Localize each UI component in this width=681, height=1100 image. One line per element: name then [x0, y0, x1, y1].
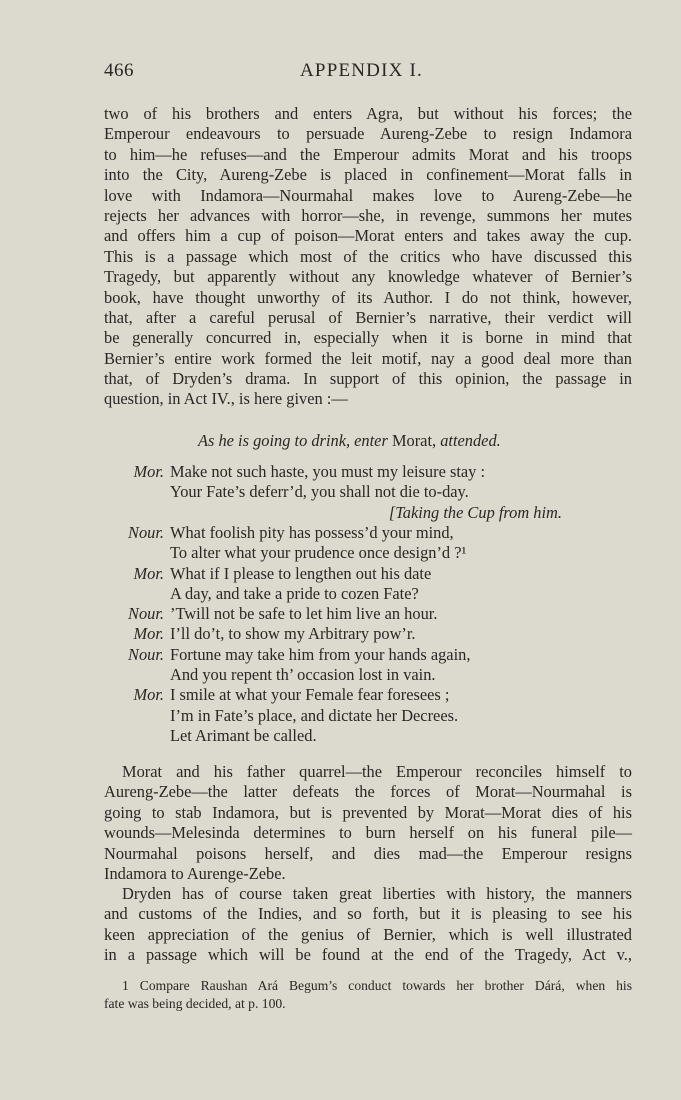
text-line: going to stab Indamora, but is prevented by Morat—Morat dies of his — [104, 802, 632, 822]
text-line: that, of Dryden’s drama. In support of this opinion, the passage in — [104, 369, 632, 389]
text-line: in a passage which will be found at the end of the Tragedy, Act v., — [104, 945, 632, 965]
text-line: wounds—Melesinda determines to burn herself on his funeral pile— — [104, 823, 632, 843]
text-line: into the City, Aureng-Zebe is placed in confinement—Morat falls in — [104, 165, 632, 185]
speaker-name: Mor. — [133, 462, 164, 481]
verse-text: Make not such haste, you must my leisure stay : — [170, 462, 486, 481]
text-line: question, in Act IV., is here given :— — [104, 389, 348, 409]
verse-text: Fortune may take him from your hands again, — [170, 644, 471, 664]
verse-text: I smile at what your Female fear foresees ; — [170, 685, 450, 705]
text-line: and customs of the Indies, and so forth, but it is pleasing to see his — [104, 904, 632, 924]
stage-direction-name: Morat, — [391, 431, 437, 450]
footnote-text: Compare Raushan Ará Begum’s conduct towards her brother Dárá, when his — [139, 978, 632, 993]
verse-text: ’Twill not be safe to let him live an hour. — [170, 604, 438, 624]
verse-text: A day, and take a pride to cozen Fate? — [170, 583, 419, 603]
speaker-name: Mor. — [133, 563, 164, 583]
speaker-name: Mor. — [133, 624, 164, 644]
text-line: rejects her advances with horror—she, in revenge, summons her mutes — [104, 205, 632, 225]
page-number: 466 — [104, 60, 134, 81]
text-line: and offers him a cup of poison—Morat enters and takes away the cup. — [104, 226, 632, 246]
verse-text: To alter what your prudence once design’d ?¹ — [170, 543, 467, 563]
verse-stage-direction-text: [Taking the Cup from him. — [388, 502, 562, 522]
verse-text: I’m in Fate’s place, and dictate her Decrees. — [170, 705, 459, 725]
text-line: be generally concurred in, especially when it is borne in mind that — [104, 328, 632, 348]
verse-text: Your Fate’s deferr’d, you shall not die to-day. — [170, 482, 469, 502]
footnote-line: fate was being decided, at p. 100. — [104, 996, 286, 1011]
verse-line — [104, 685, 632, 705]
speaker-name: Nour. — [128, 644, 164, 664]
text-line: Morat and his father quarrel—the Emperour reconciles himself to — [122, 762, 632, 781]
stage-direction-italic: attended. — [440, 431, 501, 450]
verse-line — [104, 665, 632, 685]
verse-stage-direction — [389, 503, 562, 523]
paragraph-plot — [104, 762, 632, 884]
verse-line — [104, 462, 632, 482]
footnote-line — [104, 977, 632, 995]
text-line: keen appreciation of the genius of Bernier, which is well illustrated — [104, 924, 632, 944]
verse-text: What foolish pity has possess’d your mind, — [170, 522, 454, 542]
text-line: to him—he refuses—and the Emperour admits Morat and his troops — [104, 144, 632, 164]
verse-line — [104, 523, 632, 543]
verse-line — [104, 604, 632, 624]
text-line: book, have thought unworthy of its Author. I do not think, however, — [104, 287, 632, 307]
footnote-marker: 1 — [122, 978, 129, 993]
text-line: Aureng-Zebe—the latter defeats the forces of Morat—Nourmahal is — [104, 782, 632, 802]
verse-text: What if I please to lengthen out his date — [170, 563, 432, 583]
text-line: Emperour endeavours to persuade Aureng-Zebe to resign Indamora — [104, 124, 632, 144]
speaker-name: Nour. — [128, 604, 164, 624]
text-line: Indamora to Aurenge-Zebe. — [104, 863, 286, 883]
page-header — [104, 60, 634, 86]
running-head: APPENDIX I. — [300, 60, 423, 81]
verse-line — [104, 482, 632, 502]
verse-line — [104, 543, 632, 563]
text-line: This is a passage which most of the critics who have discussed this — [104, 246, 632, 266]
verse-line — [104, 624, 632, 644]
paragraph-dryden — [104, 884, 632, 966]
speaker-name: Mor. — [133, 685, 164, 705]
text-line: Nourmahal poisons herself, and dies mad—the Emperour resigns — [104, 843, 632, 863]
verse-line — [104, 645, 632, 665]
verse-line — [104, 706, 632, 726]
text-line: Dryden has of course taken great liberties with history, the manners — [122, 884, 632, 903]
footnote — [104, 977, 632, 1013]
text-line: love with Indamora—Nourmahal makes love to Aureng-Zebe—he — [104, 185, 632, 205]
verse-line — [104, 726, 632, 746]
text-line: two of his brothers and enters Agra, but without his forces; the — [104, 104, 632, 123]
verse-text: Let Arimant be called. — [170, 725, 317, 745]
paragraph-synopsis — [104, 104, 632, 410]
text-line: Bernier’s entire work formed the leit motif, nay a good deal more than — [104, 348, 632, 368]
verse-line — [104, 584, 632, 604]
text-line: that, after a careful perusal of Bernier’s narrative, their verdict will — [104, 307, 632, 327]
verse-line — [104, 564, 632, 584]
stage-direction — [198, 431, 501, 451]
speaker-name: Nour. — [128, 522, 164, 542]
stage-direction-italic: As he is going to drink, enter — [198, 431, 388, 450]
verse-text: And you repent th’ occasion lost in vain. — [170, 665, 436, 684]
verse-line — [104, 503, 632, 523]
verse-text: I’ll do’t, to show my Arbitrary pow’r. — [170, 624, 416, 644]
text-line: Tragedy, but apparently without any knowledge whatever of Bernier’s — [104, 267, 632, 287]
